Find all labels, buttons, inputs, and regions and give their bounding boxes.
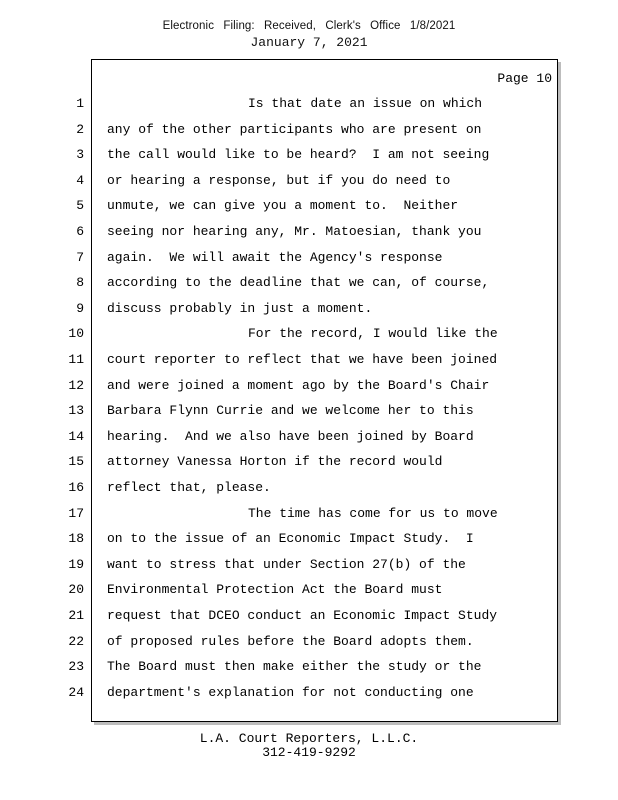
line-text: on to the issue of an Economic Impact Study. I (107, 531, 474, 547)
transcript-line (0, 173, 618, 193)
transcript-line (0, 352, 618, 372)
line-number: 24 (68, 684, 84, 700)
line-text: The time has come for us to move (248, 505, 498, 521)
line-text: or hearing a response, but if you do need to (107, 172, 451, 188)
transcript-line (0, 250, 618, 270)
line-number: 11 (68, 352, 84, 367)
transcript-date: January 7, 2021 (250, 35, 368, 50)
page-number: Page 10 (497, 71, 552, 86)
line-text: Is that date an issue on which (248, 96, 483, 111)
line-text: want to stress that under Section 27(b) of the (107, 556, 466, 572)
line-number: 4 (76, 172, 84, 188)
line-number: 18 (68, 531, 84, 547)
line-number: 21 (68, 608, 84, 623)
line-number: 9 (76, 300, 84, 316)
line-text: department's explanation for not conducting one (107, 684, 474, 700)
line-number: 13 (68, 403, 84, 419)
line-number: 6 (76, 224, 84, 239)
transcript-line (0, 659, 618, 679)
line-number: 12 (68, 377, 84, 393)
transcript-line (0, 634, 618, 654)
line-number: 5 (76, 198, 84, 214)
transcript-line (0, 122, 618, 142)
transcript-line (0, 480, 618, 500)
transcript-line (0, 685, 618, 705)
transcript-line (0, 275, 618, 295)
transcript-line (0, 147, 618, 167)
transcript-line (0, 224, 618, 244)
line-number: 8 (76, 275, 84, 291)
line-number: 1 (76, 96, 84, 111)
line-text: discuss probably in just a moment. (107, 300, 373, 316)
transcript-line (0, 96, 618, 116)
line-number: 16 (68, 480, 84, 495)
line-number: 22 (68, 633, 84, 649)
line-number: 20 (68, 582, 84, 598)
line-text: seeing nor hearing any, Mr. Matoesian, thank you (107, 224, 482, 239)
line-text: hearing. And we also have been joined by Board (107, 428, 474, 444)
line-number: 17 (68, 505, 84, 521)
line-number: 3 (76, 147, 84, 163)
transcript-line (0, 326, 618, 346)
line-number: 10 (68, 326, 84, 342)
transcript-line (0, 608, 618, 628)
transcript-line (0, 454, 618, 474)
transcript-line (0, 557, 618, 577)
filing-stamp: Electronic Filing: Received, Clerk's Office 1/8/2021 (162, 20, 456, 32)
transcript-line (0, 403, 618, 423)
line-text: and were joined a moment ago by the Board's Chair (107, 377, 490, 393)
line-text: of proposed rules before the Board adopts them. (107, 633, 474, 649)
line-text: again. We will await the Agency's response (107, 249, 443, 265)
reporter-phone: 312-419-9292 (262, 745, 356, 760)
transcript-line (0, 429, 618, 449)
line-text: For the record, I would like the (248, 326, 498, 342)
line-number: 15 (68, 454, 84, 470)
line-text: court reporter to reflect that we have been joined (107, 352, 498, 367)
transcript-line (0, 531, 618, 551)
transcript-line (0, 506, 618, 526)
line-text: The Board must then make either the study or the (107, 659, 482, 675)
reporter-company: L.A. Court Reporters, L.L.C. (199, 731, 419, 746)
line-text: unmute, we can give you a moment to. Neither (107, 198, 459, 214)
line-number: 23 (68, 659, 84, 675)
line-text: according to the deadline that we can, of course, (107, 275, 490, 291)
line-text: attorney Vanessa Horton if the record would (107, 454, 443, 470)
line-text: the call would like to be heard? I am not seeing (107, 147, 490, 163)
line-text: Barbara Flynn Currie and we welcome her to this (107, 403, 474, 419)
page-footer (0, 732, 618, 760)
transcript-line (0, 301, 618, 321)
line-number: 2 (76, 121, 84, 137)
line-text: reflect that, please. (107, 480, 271, 495)
transcript-line (0, 378, 618, 398)
line-text: Environmental Protection Act the Board must (107, 582, 443, 598)
line-number: 19 (68, 556, 84, 572)
line-number: 14 (68, 428, 84, 444)
line-text: request that DCEO conduct an Economic Impact Study (107, 608, 498, 623)
transcript-line (0, 198, 618, 218)
line-text: any of the other participants who are present on (107, 121, 482, 137)
line-number: 7 (76, 249, 84, 265)
transcript-line (0, 582, 618, 602)
